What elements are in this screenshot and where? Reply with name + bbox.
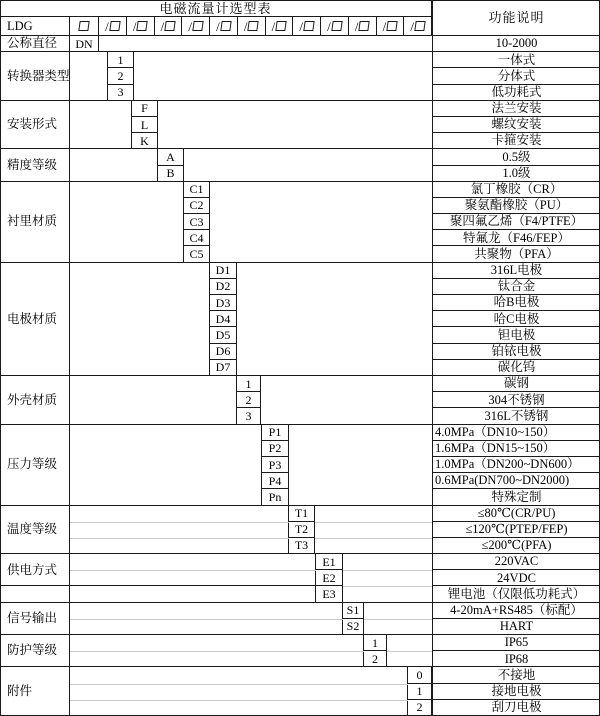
- function-value: 法兰安装: [432, 101, 600, 117]
- function-value: 刮刀电极: [432, 700, 600, 716]
- faint-gridline: [343, 570, 432, 571]
- function-value: IP68: [432, 651, 600, 667]
- empty-cell: [70, 506, 289, 555]
- empty-cell: [210, 182, 432, 263]
- code-cell: 2: [237, 392, 261, 408]
- code-cell: DN: [70, 36, 99, 52]
- function-value: ≤200℃(PFA): [432, 538, 600, 554]
- empty-cell: [289, 425, 432, 506]
- empty-cell: [70, 376, 237, 425]
- code-cell: D7: [210, 360, 237, 376]
- function-value: 1.0MPa（DN200~DN600）: [432, 457, 600, 473]
- code-cell: P1: [262, 425, 289, 441]
- function-value: 钽电极: [432, 327, 600, 343]
- slash-separator: /: [243, 18, 248, 34]
- empty-cell: [70, 263, 210, 376]
- code-cell: 0: [408, 667, 432, 683]
- code-cell: P4: [262, 473, 289, 489]
- code-cell: 2: [108, 68, 134, 84]
- code-cell: S1: [343, 603, 364, 619]
- code-cell: 1: [364, 635, 387, 651]
- option-box-icon: [359, 21, 370, 31]
- code-cell: 2: [408, 700, 432, 716]
- row-label: 精度等级: [0, 149, 70, 181]
- code-cell: 3: [237, 408, 261, 424]
- option-box-icon: [109, 21, 120, 31]
- empty-cell: [237, 263, 432, 376]
- code-cell: 2: [364, 651, 387, 667]
- slash-separator: /: [299, 18, 303, 34]
- empty-cell: [70, 101, 132, 150]
- function-value: 4-20mA+RS485（标配）: [432, 603, 600, 619]
- function-value: 不接地: [432, 667, 600, 683]
- code-cell: K: [132, 133, 158, 149]
- function-value: 卡箍安装: [432, 133, 600, 149]
- option-box-icon: [414, 21, 425, 31]
- option-box-icon: [386, 21, 397, 31]
- empty-cell: [70, 425, 262, 506]
- model-code-slot-cell: [155, 17, 183, 36]
- code-cell: P3: [262, 457, 289, 473]
- empty-cell: [70, 52, 108, 101]
- empty-cell: [70, 586, 316, 602]
- function-value: 接地电极: [432, 684, 600, 700]
- option-box-icon: [137, 21, 148, 31]
- function-value: 316L电极: [432, 263, 600, 279]
- option-box-icon: [275, 21, 286, 31]
- model-code-slot-cell: [127, 17, 155, 36]
- function-value: 聚氨酯橡胶（PU）: [432, 198, 600, 214]
- model-code-slot-cell: [99, 17, 127, 36]
- empty-cell: [70, 149, 158, 181]
- model-code-slot-cell: [182, 17, 210, 36]
- function-value: 分体式: [432, 68, 600, 84]
- faint-gridline: [70, 651, 364, 652]
- model-code-slot-cell: [238, 17, 266, 36]
- faint-gridline: [364, 619, 432, 620]
- code-cell: E3: [316, 586, 343, 602]
- faint-gridline: [70, 684, 408, 685]
- function-value: 碳化钨: [432, 360, 600, 376]
- empty-cell: [315, 506, 432, 555]
- row-label: 信号输出: [0, 603, 70, 635]
- option-box-icon: [248, 21, 259, 31]
- code-cell: P2: [262, 441, 289, 457]
- faint-gridline: [315, 522, 432, 523]
- code-cell: 1: [408, 684, 432, 700]
- code-cell: Pn: [262, 489, 289, 505]
- code-cell: A: [158, 149, 184, 165]
- function-value: 氯丁橡胶（CR）: [432, 182, 600, 198]
- function-value: 铂铱电极: [432, 344, 600, 360]
- code-cell: D3: [210, 295, 237, 311]
- option-box-icon: [78, 21, 89, 31]
- function-value: 哈B电极: [432, 295, 600, 311]
- empty-cell: [99, 36, 432, 52]
- model-code-slot-cell: [404, 17, 432, 36]
- slash-separator: /: [410, 18, 414, 34]
- function-value: 10-2000: [432, 36, 600, 52]
- code-cell: T3: [289, 538, 315, 554]
- row-label: 公称直径: [0, 36, 70, 52]
- row-label: 附件: [0, 667, 70, 716]
- faint-gridline: [343, 586, 432, 587]
- model-prefix-label: LDG: [0, 17, 70, 36]
- row-label: 安装形式: [0, 101, 70, 150]
- function-value: IP65: [432, 635, 600, 651]
- row-label: [0, 586, 70, 602]
- function-value: 304不锈钢: [432, 392, 600, 408]
- function-value: ≤120℃(PTEP/FEP): [432, 522, 600, 538]
- function-value: 聚四氟乙烯（F4/PTFE）: [432, 214, 600, 230]
- code-cell: 3: [108, 85, 134, 101]
- slash-separator: /: [327, 18, 331, 34]
- function-value: 一体式: [432, 52, 600, 68]
- slash-separator: /: [188, 18, 192, 34]
- code-cell: 1: [108, 52, 134, 68]
- row-label: 压力等级: [0, 425, 70, 506]
- model-code-slot-cell: [321, 17, 349, 36]
- row-label: 衬里材质: [0, 182, 70, 263]
- code-cell: S2: [343, 619, 364, 635]
- code-cell: E1: [316, 554, 343, 570]
- faint-gridline: [70, 700, 408, 701]
- function-value: 220VAC: [432, 554, 600, 570]
- slash-separator: /: [160, 18, 165, 34]
- empty-cell: [343, 554, 432, 603]
- row-label: 电极材质: [0, 263, 70, 376]
- code-cell: F: [132, 101, 158, 117]
- slash-separator: /: [382, 18, 387, 34]
- function-value: 特殊定制: [432, 489, 600, 505]
- function-value: 共聚物（PFA）: [432, 246, 600, 262]
- function-value: 锂电池（仅限低功耗式）: [432, 586, 600, 602]
- option-box-icon: [303, 21, 314, 31]
- row-label: 外壳材质: [0, 376, 70, 425]
- function-value: 0.5级: [432, 149, 600, 165]
- code-cell: C5: [184, 246, 210, 262]
- code-cell: D5: [210, 327, 237, 343]
- model-code-slot-cell: [349, 17, 377, 36]
- page-title: 电磁流量计选型表: [0, 0, 432, 17]
- option-box-icon: [331, 21, 342, 31]
- model-code-slot-cell: [266, 17, 294, 36]
- function-value: 钛合金: [432, 279, 600, 295]
- empty-cell: [134, 52, 432, 101]
- row-label: 转换器类型: [0, 52, 70, 101]
- empty-cell: [184, 149, 432, 181]
- model-code-slot-cell: [210, 17, 238, 36]
- function-value: 1.6MPa（DN15~150）: [432, 441, 600, 457]
- faint-gridline: [70, 570, 316, 571]
- row-label: 防护等级: [0, 635, 70, 667]
- code-cell: C4: [184, 230, 210, 246]
- code-cell: D6: [210, 344, 237, 360]
- function-value: 低功耗式: [432, 85, 600, 101]
- function-value: 316L不锈钢: [432, 408, 600, 424]
- function-value: 特氟龙（F46/FEP）: [432, 230, 600, 246]
- faint-gridline: [315, 538, 432, 539]
- code-cell: L: [132, 117, 158, 133]
- code-cell: T1: [289, 506, 315, 522]
- function-value: 碳钢: [432, 376, 600, 392]
- option-box-icon: [192, 21, 203, 31]
- empty-cell: [70, 667, 408, 716]
- function-value: HART: [432, 619, 600, 635]
- model-code-slot-cell: [377, 17, 405, 36]
- code-cell: C3: [184, 214, 210, 230]
- code-cell: 1: [237, 376, 261, 392]
- model-code-slot-cell: [293, 17, 321, 36]
- code-cell: C1: [184, 182, 210, 198]
- code-cell: E2: [316, 570, 343, 586]
- row-label: 温度等级: [0, 506, 70, 555]
- empty-cell: [70, 182, 184, 263]
- function-value: 24VDC: [432, 570, 600, 586]
- function-value: 1.0级: [432, 166, 600, 182]
- code-cell: D4: [210, 311, 237, 327]
- slash-separator: /: [216, 18, 220, 34]
- slash-separator: /: [132, 18, 137, 34]
- code-cell: D2: [210, 279, 237, 295]
- faint-gridline: [70, 619, 343, 620]
- code-cell: C2: [184, 198, 210, 214]
- row-label: 供电方式: [0, 554, 70, 586]
- function-value: 哈C电极: [432, 311, 600, 327]
- slash-separator: /: [105, 18, 109, 34]
- model-code-box-cell: [70, 17, 99, 36]
- function-value: 螺纹安装: [432, 117, 600, 133]
- function-value: ≤80℃(CR/PU): [432, 506, 600, 522]
- function-column-header: 功能说明: [432, 0, 600, 36]
- option-box-icon: [164, 21, 175, 31]
- empty-cell: [158, 101, 432, 150]
- function-value: 0.6MPa(DN700~DN2000): [432, 473, 600, 489]
- code-cell: D1: [210, 263, 237, 279]
- empty-cell: [261, 376, 432, 425]
- slash-separator: /: [271, 18, 276, 34]
- slash-separator: /: [354, 18, 359, 34]
- option-box-icon: [220, 21, 231, 31]
- function-value: 4.0MPa（DN10~150）: [432, 425, 600, 441]
- code-cell: T2: [289, 522, 315, 538]
- code-cell: B: [158, 166, 184, 182]
- faint-gridline: [387, 651, 432, 652]
- faint-gridline: [70, 538, 289, 539]
- faint-gridline: [70, 522, 289, 523]
